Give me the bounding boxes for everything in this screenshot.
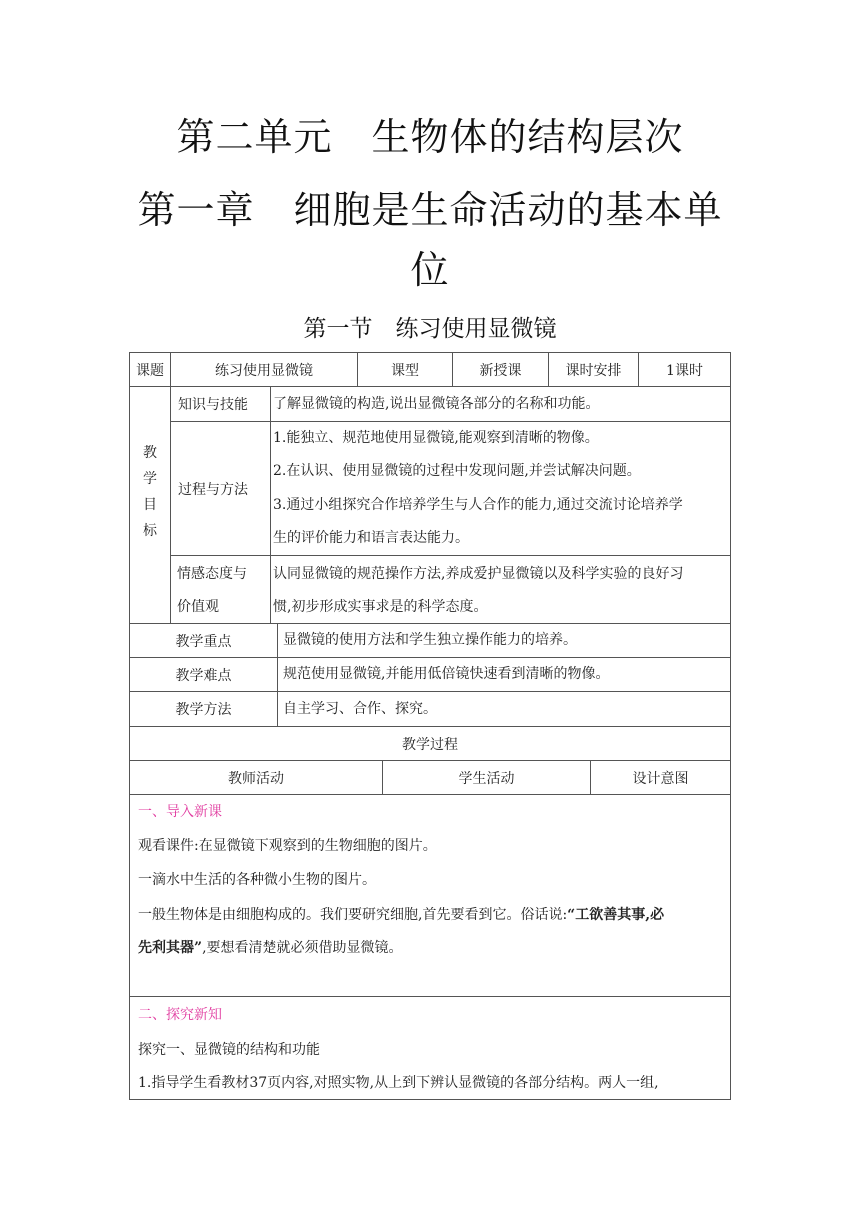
- header-topic-value: 练习使用显微镜: [215, 362, 313, 379]
- process-line: 生的评价能力和语言表达能力。: [273, 530, 469, 546]
- header-type-label: 课型: [391, 362, 419, 379]
- proverb-text: 先利其器”: [138, 940, 203, 956]
- goals-label-char: 目: [143, 497, 157, 513]
- header-type-value: 新授课: [479, 362, 522, 379]
- table-border: [730, 352, 731, 1100]
- knowledge-label: 知识与技能: [178, 397, 248, 413]
- unit-title: 第二单元 生物体的结构层次: [176, 115, 684, 159]
- attitude-line: 惯,初步形成实事求是的科学态度。: [273, 599, 488, 615]
- section-text-plain: 一般生物体是由细胞构成的。我们要研究细胞,首先要看到它。俗话说:: [138, 907, 568, 923]
- section-heading: 一、导入新课: [138, 804, 222, 820]
- header-topic-label: 课题: [136, 362, 164, 379]
- table-border: [129, 996, 731, 997]
- difficult-points-text: 规范使用显微镜,并能用低倍镜快速看到清晰的物像。: [283, 666, 610, 682]
- methods-label: 教学方法: [175, 702, 232, 718]
- table-border: [270, 386, 271, 624]
- attitude-label: 情感态度与: [177, 566, 247, 582]
- teacher-activity-header: 教师活动: [228, 770, 284, 787]
- process-header: 教学过程: [402, 736, 458, 753]
- goals-label: [130, 440, 170, 544]
- section-text: 探究一、显微镜的结构和功能: [138, 1042, 320, 1058]
- knowledge-text: 了解显微镜的构造,说出显微镜各部分的名称和功能。: [273, 396, 600, 412]
- table-border: [277, 623, 278, 726]
- section-text: 观看课件:在显微镜下观察到的生物细胞的图片。: [138, 838, 437, 854]
- process-line: 1.能独立、规范地使用显微镜,能观察到清晰的物像。: [273, 430, 599, 446]
- section-text: 一滴水中生活的各种微小生物的图片。: [138, 872, 376, 888]
- table-border: [170, 555, 731, 556]
- design-intent-header: 设计意图: [632, 770, 689, 787]
- section-text: 1.指导学生看教材37页内容,对照实物,从上到下辨认显微镜的各部分结构。两人一组,: [138, 1075, 659, 1091]
- methods-text: 自主学习、合作、探究。: [283, 701, 437, 717]
- key-points-label: 教学重点: [175, 633, 232, 650]
- proverb-text: “工欲善其事,必: [567, 907, 665, 923]
- goals-label-char: 学: [143, 471, 157, 487]
- chapter-title-continued: 位: [410, 248, 450, 292]
- header-schedule-label: 课时安排: [565, 362, 622, 379]
- table-border: [170, 352, 171, 624]
- table-border: [129, 1099, 731, 1100]
- process-label: 过程与方法: [178, 481, 248, 498]
- section-text: [138, 905, 664, 925]
- process-line: 2.在认识、使用显微镜的过程中发现问题,并尝试解决问题。: [273, 463, 641, 479]
- attitude-label-continued: 价值观: [177, 599, 219, 615]
- header-schedule-value: 1课时: [666, 362, 703, 379]
- goals-label-char: 教: [143, 445, 157, 461]
- process-line: 3.通过小组探究合作培养学生与人合作的能力,通过交流讨论培养学: [273, 497, 683, 513]
- section-text-plain: ,要想看清楚就必须借助显微镜。: [202, 940, 403, 956]
- section-title: 第一节 练习使用显微镜: [303, 316, 557, 342]
- difficult-points-label: 教学难点: [175, 667, 232, 684]
- section-text: [138, 938, 403, 958]
- table-border: [129, 794, 731, 795]
- student-activity-header: 学生活动: [458, 770, 515, 787]
- goals-label-char: 标: [143, 523, 157, 539]
- attitude-line: 认同显微镜的规范操作方法,养成爱护显微镜以及科学实验的良好习: [273, 566, 684, 582]
- chapter-title: 第一章 细胞是生命活动的基本单: [137, 188, 723, 232]
- key-points-text: 显微镜的使用方法和学生独立操作能力的培养。: [283, 632, 577, 648]
- section-heading: 二、探究新知: [138, 1007, 222, 1023]
